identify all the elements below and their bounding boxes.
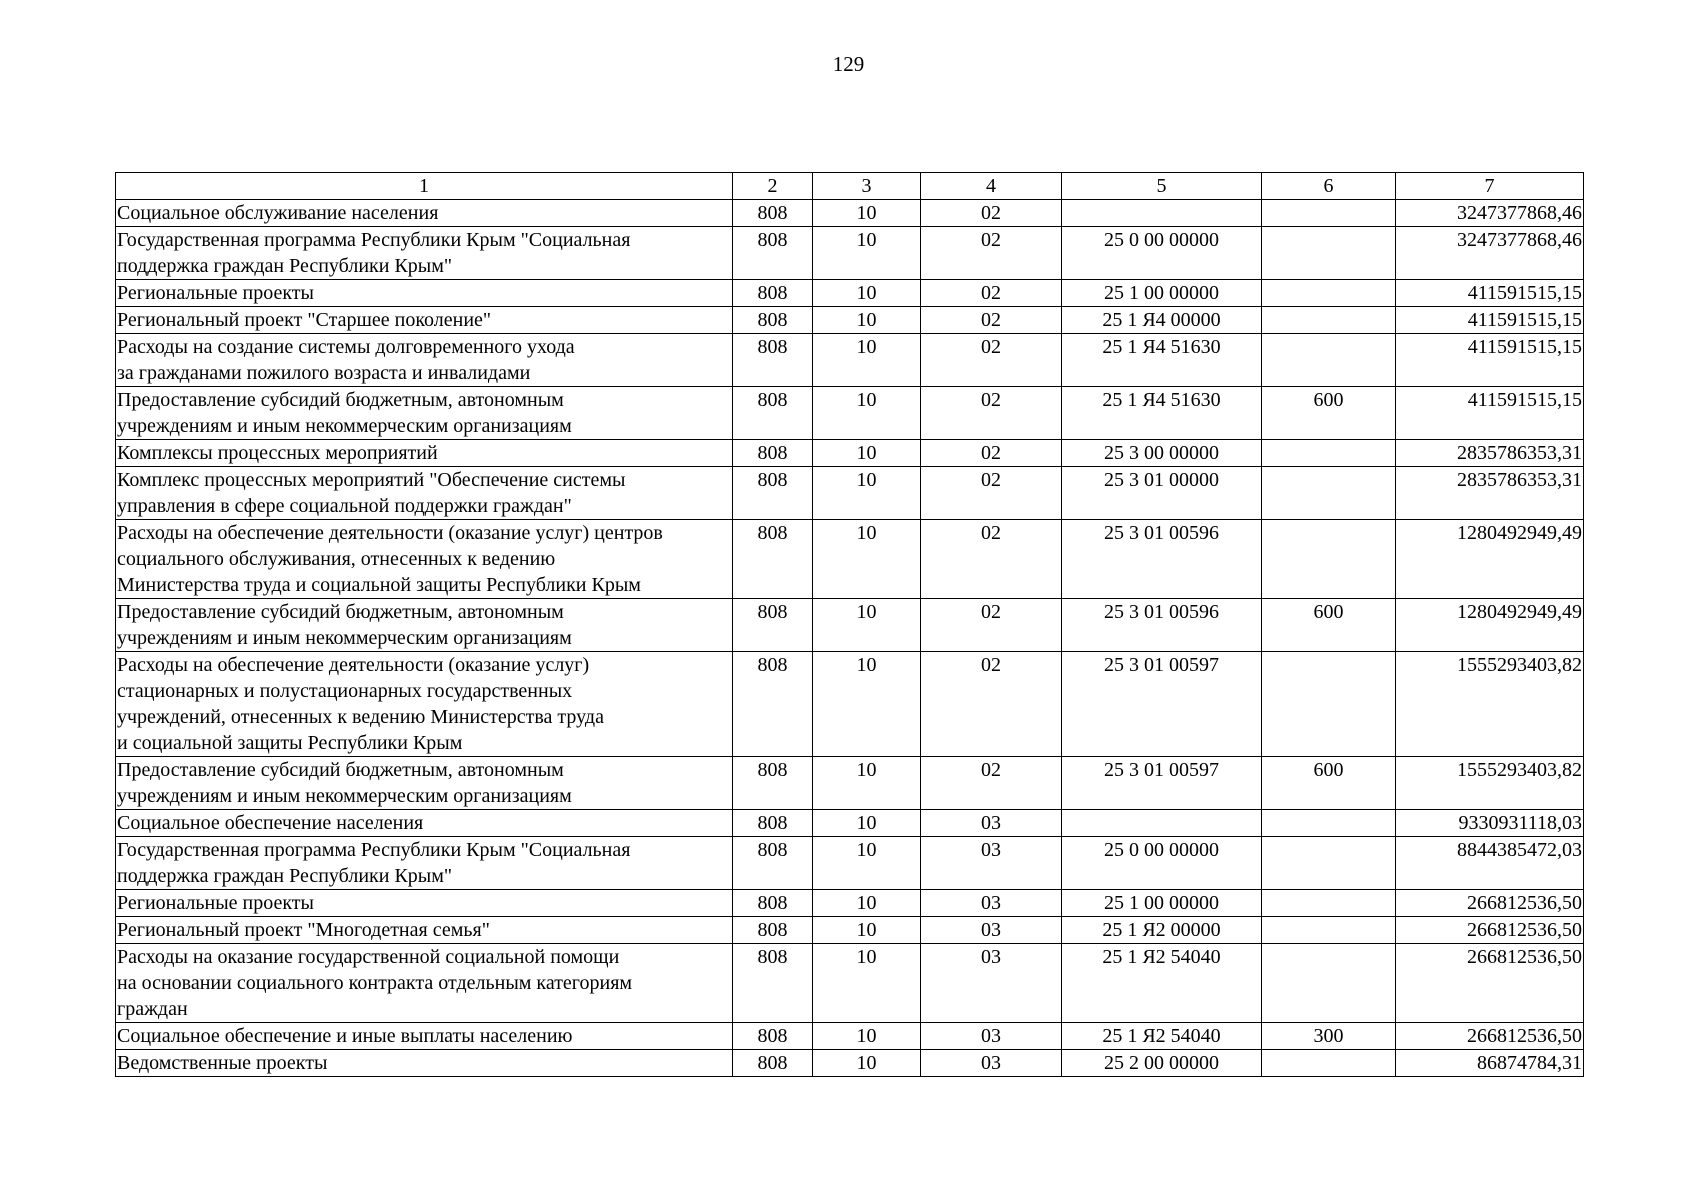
section-code-cell: 10 (813, 599, 921, 652)
target-article-cell: 25 1 Я2 54040 (1062, 1023, 1262, 1050)
target-article-cell: 25 3 01 00596 (1062, 520, 1262, 599)
amount-cell: 3247377868,46 (1396, 200, 1584, 227)
target-article-cell: 25 1 Я4 51630 (1062, 387, 1262, 440)
row-name-cell: Государственная программа Республики Крым "Социальная поддержка граждан Республики Крым" (116, 837, 733, 890)
amount-cell: 3247377868,46 (1396, 227, 1584, 280)
table-row (116, 917, 1584, 944)
section-code-cell: 10 (813, 334, 921, 387)
target-article-cell: 25 0 00 00000 (1062, 837, 1262, 890)
ministry-code-cell: 808 (733, 520, 813, 599)
target-article-cell: 25 3 01 00597 (1062, 757, 1262, 810)
table-row (116, 334, 1584, 387)
row-name-cell: Социальное обеспечение населения (116, 810, 733, 837)
table-row (116, 599, 1584, 652)
section-code-cell: 10 (813, 652, 921, 757)
row-name-cell: Государственная программа Республики Крым "Социальная поддержка граждан Республики Крым" (116, 227, 733, 280)
subsection-code-cell: 02 (921, 307, 1062, 334)
amount-cell: 411591515,15 (1396, 307, 1584, 334)
target-article-cell (1062, 810, 1262, 837)
subsection-code-cell: 03 (921, 1050, 1062, 1077)
row-name-cell: Расходы на создание системы долговременного ухода за гражданами пожилого возраста и инвалидами (116, 334, 733, 387)
target-article-cell: 25 3 01 00596 (1062, 599, 1262, 652)
expense-type-cell (1262, 280, 1396, 307)
section-code-cell: 10 (813, 810, 921, 837)
expense-type-cell: 300 (1262, 1023, 1396, 1050)
subsection-code-cell: 02 (921, 440, 1062, 467)
section-code-cell: 10 (813, 1023, 921, 1050)
row-name-cell: Социальное обслуживание населения (116, 200, 733, 227)
expense-type-cell: 600 (1262, 387, 1396, 440)
expense-type-cell (1262, 467, 1396, 520)
ministry-code-cell: 808 (733, 334, 813, 387)
ministry-code-cell: 808 (733, 917, 813, 944)
table-row (116, 757, 1584, 810)
table-row (116, 837, 1584, 890)
expense-type-cell: 600 (1262, 757, 1396, 810)
expense-type-cell: 600 (1262, 599, 1396, 652)
section-code-cell: 10 (813, 307, 921, 334)
table-row (116, 440, 1584, 467)
subsection-code-cell: 03 (921, 944, 1062, 1023)
target-article-cell: 25 3 00 00000 (1062, 440, 1262, 467)
row-name-cell: Расходы на оказание государственной социальной помощи на основании социального контракта отдельным категориям граждан (116, 944, 733, 1023)
row-name-cell: Расходы на обеспечение деятельности (оказание услуг) центров социального обслуживания, отнесенных к ведению Министерства труда и социальной защиты Республики Крым (116, 520, 733, 599)
page-number: 129 (832, 52, 865, 76)
expense-type-cell (1262, 837, 1396, 890)
ministry-code-cell: 808 (733, 944, 813, 1023)
amount-cell: 9330931118,03 (1396, 810, 1584, 837)
row-name-cell: Предоставление субсидий бюджетным, автономным учреждениям и иным некоммерческим организациям (116, 757, 733, 810)
table-row (116, 890, 1584, 917)
row-name-cell: Расходы на обеспечение деятельности (оказание услуг) стационарных и полустационарных государственных учреждений, отнесенных к ведению Министерства труда и социальной защиты Республики Крым (116, 652, 733, 757)
section-code-cell: 10 (813, 440, 921, 467)
subsection-code-cell: 02 (921, 334, 1062, 387)
ministry-code-cell: 808 (733, 280, 813, 307)
amount-cell: 266812536,50 (1396, 890, 1584, 917)
expense-type-cell (1262, 227, 1396, 280)
row-name-cell: Комплекс процессных мероприятий "Обеспечение системы управления в сфере социальной поддержки граждан" (116, 467, 733, 520)
subsection-code-cell: 02 (921, 520, 1062, 599)
amount-cell: 1280492949,49 (1396, 599, 1584, 652)
expense-type-cell (1262, 944, 1396, 1023)
subsection-code-cell: 03 (921, 890, 1062, 917)
expense-type-cell (1262, 810, 1396, 837)
subsection-code-cell: 02 (921, 227, 1062, 280)
target-article-cell: 25 0 00 00000 (1062, 227, 1262, 280)
ministry-code-cell: 808 (733, 227, 813, 280)
subsection-code-cell: 03 (921, 1023, 1062, 1050)
ministry-code-cell: 808 (733, 652, 813, 757)
expense-type-cell (1262, 917, 1396, 944)
budget-table (115, 172, 1584, 1077)
target-article-cell: 25 1 Я2 54040 (1062, 944, 1262, 1023)
row-name-cell: Региональный проект "Старшее поколение" (116, 307, 733, 334)
section-code-cell: 10 (813, 1050, 921, 1077)
expense-type-cell (1262, 520, 1396, 599)
subsection-code-cell: 02 (921, 200, 1062, 227)
row-name-cell: Социальное обеспечение и иные выплаты населению (116, 1023, 733, 1050)
section-code-cell: 10 (813, 917, 921, 944)
expense-type-cell (1262, 200, 1396, 227)
section-code-cell: 10 (813, 520, 921, 599)
column-header: 3 (813, 173, 921, 200)
amount-cell: 411591515,15 (1396, 387, 1584, 440)
ministry-code-cell: 808 (733, 810, 813, 837)
amount-cell: 1555293403,82 (1396, 757, 1584, 810)
target-article-cell: 25 1 00 00000 (1062, 890, 1262, 917)
section-code-cell: 10 (813, 757, 921, 810)
subsection-code-cell: 02 (921, 757, 1062, 810)
target-article-cell: 25 3 01 00000 (1062, 467, 1262, 520)
table-row (116, 467, 1584, 520)
row-name-cell: Региональные проекты (116, 890, 733, 917)
expense-type-cell (1262, 440, 1396, 467)
column-header: 4 (921, 173, 1062, 200)
amount-cell: 8844385472,03 (1396, 837, 1584, 890)
column-header: 6 (1262, 173, 1396, 200)
target-article-cell: 25 1 Я4 51630 (1062, 334, 1262, 387)
section-code-cell: 10 (813, 890, 921, 917)
subsection-code-cell: 03 (921, 917, 1062, 944)
row-name-cell: Предоставление субсидий бюджетным, автономным учреждениям и иным некоммерческим организациям (116, 599, 733, 652)
table-row (116, 652, 1584, 757)
ministry-code-cell: 808 (733, 599, 813, 652)
row-name-cell: Региональный проект "Многодетная семья" (116, 917, 733, 944)
section-code-cell: 10 (813, 200, 921, 227)
section-code-cell: 10 (813, 837, 921, 890)
subsection-code-cell: 02 (921, 599, 1062, 652)
ministry-code-cell: 808 (733, 440, 813, 467)
table-row (116, 307, 1584, 334)
ministry-code-cell: 808 (733, 890, 813, 917)
amount-cell: 266812536,50 (1396, 917, 1584, 944)
column-header: 1 (116, 173, 733, 200)
expense-type-cell (1262, 652, 1396, 757)
amount-cell: 2835786353,31 (1396, 440, 1584, 467)
target-article-cell: 25 1 Я4 00000 (1062, 307, 1262, 334)
ministry-code-cell: 808 (733, 387, 813, 440)
subsection-code-cell: 02 (921, 387, 1062, 440)
subsection-code-cell: 02 (921, 467, 1062, 520)
ministry-code-cell: 808 (733, 1050, 813, 1077)
expense-type-cell (1262, 334, 1396, 387)
ministry-code-cell: 808 (733, 1023, 813, 1050)
table-row (116, 387, 1584, 440)
row-name-cell: Региональные проекты (116, 280, 733, 307)
amount-cell: 86874784,31 (1396, 1050, 1584, 1077)
table-row (116, 280, 1584, 307)
amount-cell: 266812536,50 (1396, 944, 1584, 1023)
amount-cell: 266812536,50 (1396, 1023, 1584, 1050)
table-row (116, 1023, 1584, 1050)
table-row (116, 520, 1584, 599)
expense-type-cell (1262, 1050, 1396, 1077)
expense-type-cell (1262, 890, 1396, 917)
table-row (116, 200, 1584, 227)
subsection-code-cell: 03 (921, 837, 1062, 890)
target-article-cell: 25 2 00 00000 (1062, 1050, 1262, 1077)
amount-cell: 411591515,15 (1396, 334, 1584, 387)
row-name-cell: Ведомственные проекты (116, 1050, 733, 1077)
row-name-cell: Комплексы процессных мероприятий (116, 440, 733, 467)
amount-cell: 2835786353,31 (1396, 467, 1584, 520)
ministry-code-cell: 808 (733, 200, 813, 227)
table-row (116, 227, 1584, 280)
target-article-cell: 25 1 00 00000 (1062, 280, 1262, 307)
ministry-code-cell: 808 (733, 837, 813, 890)
ministry-code-cell: 808 (733, 467, 813, 520)
table-row (116, 810, 1584, 837)
column-header: 5 (1062, 173, 1262, 200)
ministry-code-cell: 808 (733, 757, 813, 810)
section-code-cell: 10 (813, 387, 921, 440)
section-code-cell: 10 (813, 280, 921, 307)
subsection-code-cell: 02 (921, 280, 1062, 307)
section-code-cell: 10 (813, 944, 921, 1023)
ministry-code-cell: 808 (733, 307, 813, 334)
amount-cell: 1280492949,49 (1396, 520, 1584, 599)
subsection-code-cell: 03 (921, 810, 1062, 837)
row-name-cell: Предоставление субсидий бюджетным, автономным учреждениям и иным некоммерческим организациям (116, 387, 733, 440)
column-header: 2 (733, 173, 813, 200)
section-code-cell: 10 (813, 227, 921, 280)
column-header: 7 (1396, 173, 1584, 200)
section-code-cell: 10 (813, 467, 921, 520)
target-article-cell (1062, 200, 1262, 227)
expense-type-cell (1262, 307, 1396, 334)
table-row (116, 944, 1584, 1023)
amount-cell: 1555293403,82 (1396, 652, 1584, 757)
table-header-row (116, 173, 1584, 200)
subsection-code-cell: 02 (921, 652, 1062, 757)
amount-cell: 411591515,15 (1396, 280, 1584, 307)
target-article-cell: 25 3 01 00597 (1062, 652, 1262, 757)
target-article-cell: 25 1 Я2 00000 (1062, 917, 1262, 944)
table-row (116, 1050, 1584, 1077)
